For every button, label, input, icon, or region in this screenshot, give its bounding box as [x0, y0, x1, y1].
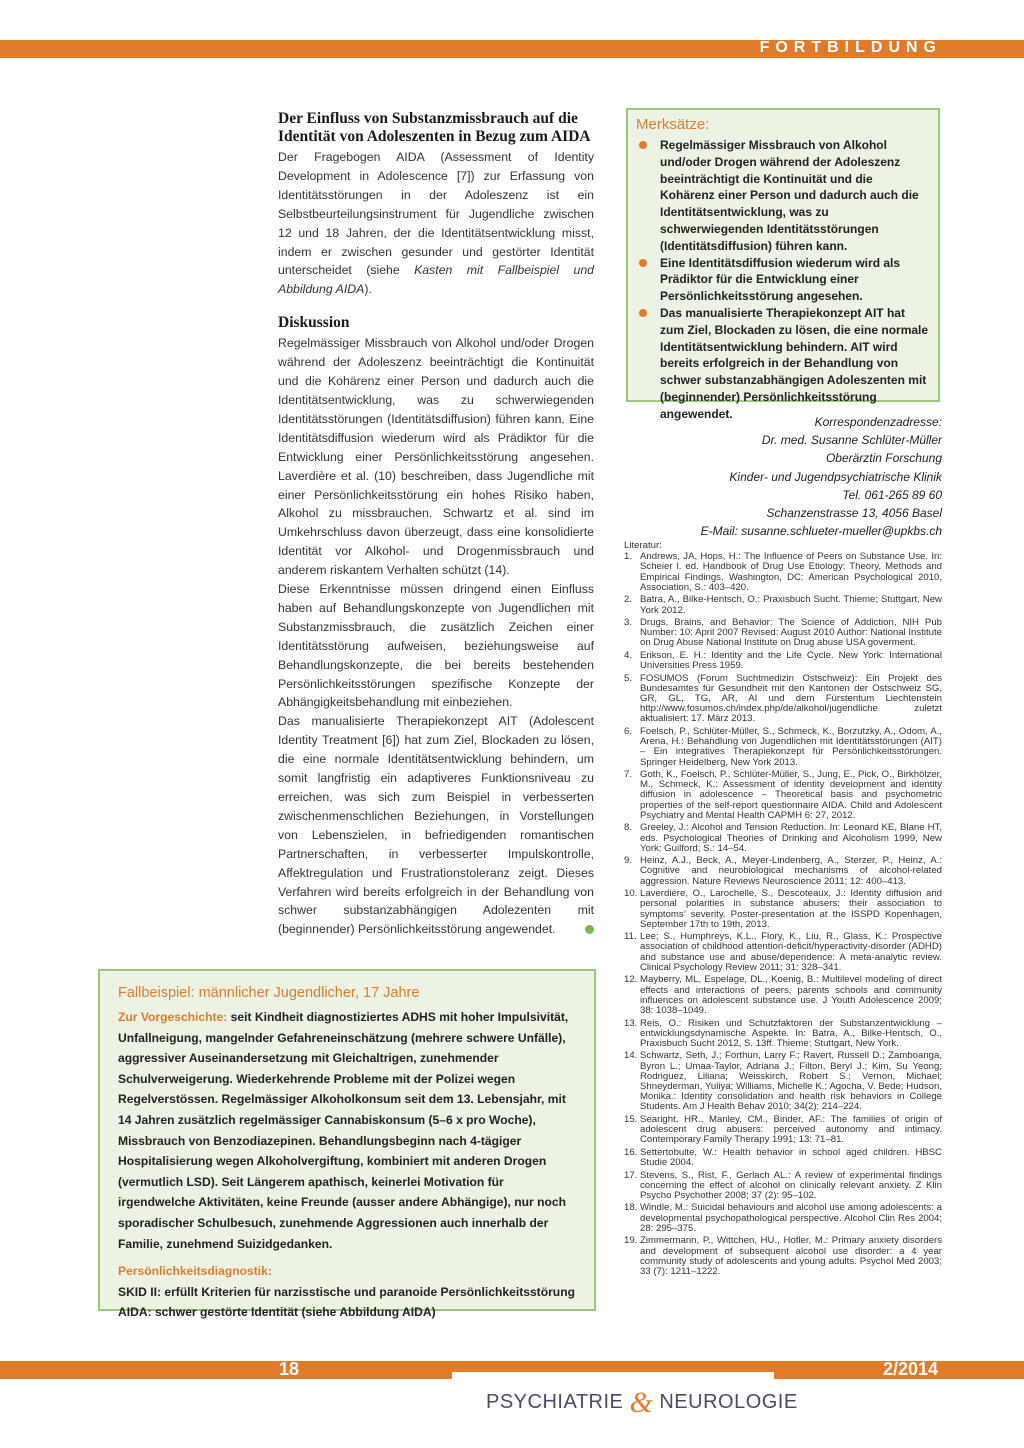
reference-item: 13. Reis, O.: Risiken und Schutzfaktoren der Substanzentwicklung – entwicklungsdynamische Aspekte. In: Batra, A., Bilke-Hentsch, O., Praxisbuch Sucht 2012, S. 13ff. Thieme; Stuttgart, New York. [624, 1017, 942, 1049]
ampersand-logo-icon: & [629, 1386, 654, 1419]
header-bar [0, 40, 1024, 58]
reference-item: 19. Zimmermann, P., Wittchen, HU., Hofler, M.: Primary anxiety disorders and development of subsequent alcohol use disorder: a 4 year community study of adolescents and young adults. Psychol Med 2003; 33 (7): 1211–1222. [624, 1235, 942, 1277]
reference-item: 15. Searight, HR., Manley, CM., Binder, AF.: The families of origin of adolescent drug abusers: perceived autonomy and intimacy. Contemporary Family Therapy 1991; 13: 71–81. [624, 1113, 942, 1146]
case-history-label: Zur Vorgeschichte: [118, 1010, 228, 1024]
issue-number: 2/2014 [882, 1359, 938, 1379]
literature-heading: Literatur: [624, 540, 662, 551]
case-history: Zur Vorgeschichte: seit Kindheit diagnostiziertes ADHS mit hoher Impulsivität, Unfallneigung, mangelnder Gefahreneinschätzung (mehrere schwere Unfälle), aggressiver Auseinandersetzung mit Gleichaltrigen, zunehmender Schulverweigerung. Wiederkehrende Probleme mit der Polizei wegen Regelverstössen. Regelmässiger Alkoholkonsum seit dem 13. Lebensjahr, mit 14 Jahren zusätzlich regelmässiger Cannabiskonsum (5–6 x pro Woche), Missbrauch von Benzodiazepinen. Behandlungsbeginn nach 4-tägiger Hospitalisierung wegen Alkoholvergiftung, kombiniert mit anderen Drogen (vermutlich LSD). Seit Längerem apathisch, keinerlei Motivation für irgendwelche Aktivitäten, keine Freunde (ausser andere Abhängige), nur noch sporadischer Schulbesuch, zunehmende Aggressionen auch innerhalb der Familie, zunehmend Suizidgedanken. [118, 1010, 569, 1251]
reference-item: 12. Mayberry, ML, Espelage, DL., Koenig, B.: Multilevel modeling of direct effects and interactions of peers, parents schools and community influences on adolescent substance use. J Youth Adolescence 2009; 38: 1038–1049. [624, 974, 942, 1016]
reference-item: 18. Windle, M.: Suicidal behaviours and alcohol use among adolescents: a developmental psychopathological perspective. Alcohol Clin Res 2004; 28: 295–375. [624, 1202, 942, 1234]
reference-item: 10. Laverdière, O., Larochelle, S., Descoteaux, J.: Identity diffusion and personal polarities in substance abusers: their association to symptoms’ severity. Poster-presentation at the ISSPD Kopenhagen, September 17th to 19th, 2013. [624, 888, 942, 930]
article-paragraph-aida: Der Fragebogen AIDA (Assessment of Identity Development in Adolescence [7]) zur Erfassung von Identitätsstörungen in der Adoleszenz ist ein Selbstbeurteilungsinstrument für Jugendliche zwischen 12 und 18 Jahren, der die Identitätsentwicklung misst, indem er zwischen gesunder und gestörter Identität unterscheidet (siehe Kasten mit Fallbeispiel und Abbildung AIDA). [278, 150, 594, 297]
article-paragraph-3: Das manualisierte Therapiekonzept AIT (Adolescent Identity Treatment [6]) hat zum Ziel, Blockaden zu lösen, die eine normale Identitätsentwicklung behindern, um somit langfristig ein adaptiveres Funktionsniveau zu erreichen, was sich zum Beispiel in verbesserten zwischenmenschlichen Beziehungen, in Vorstellungen von Lebenszielen, in befriedigenden romantischen Partnerschaften, in verbesserter Impulskontrolle, Affektregulation und Frustrationstoleranz zeigt. Dieses Verfahren wird bereits erfolgreich in der Behandlung von schwer substanzabhängigen Adolezenten mit (beginnender) Persönlichkeitsstörung angewendet. [278, 714, 594, 937]
bullet-icon [639, 259, 647, 267]
end-mark-icon [585, 925, 594, 934]
reference-item: 7. Goth, K., Foelsch, P., Schlüter-Müller, S., Jung, E., Pick, O., Birkhölzer, M., Schmeck, K.: Assessment of identity development and identity diffusion in adolescence – Theoretical basis and psychometric properties of the self-report questionnaire AIDA. Child and Adolescent Psychiatry and Mental Health CAPMH 6: 27, 2012. [624, 769, 942, 821]
reference-item: 11. Lee; S., Humphreys, K.L., Flory, K., Liu, R., Glass, K.: Prospective association of childhood attention-deficit/hyperactivity-disorder (ADHD) and substance use and abuse/dependence: A meta-analytic review. Clinical Psychology Review 2011; 31: 328–341. [624, 931, 942, 973]
article-paragraph-2: Diese Erkenntnisse müssen dringend einen Einfluss haben auf Behandlungskonzepte von Jugendlichen mit Substanzmissbrauch, die zusätzlich Zeichen einer Identitätsstörung aufweisen, beziehungsweise auf Behandlungskonzepte, die bei bereits bestehenden Persönlichkeitsstörungen spezifische Konzepte der Abhängigkeitsbehandlung mit einbeziehen. [278, 582, 594, 710]
article-paragraph-1: Regelmässiger Missbrauch von Alkohol und/oder Drogen während der Adoleszenz beeinträchtigt die Kontinuität und die Kohärenz einer Person und dadurch auch die Identitätsentwicklung, was zu schwerwiegenden Identitätsstörungen (Identitätsdiffusion) führen kann. Eine Identitätsdiffusion wiederum wird als Prädiktor für die Entwicklung einer Persönlichkeitsstörung angesehen. Laverdière et al. (10) beschreiben, dass Jugendliche mit einer Persönlichkeitsstörung ein hohes Risiko haben, Alkohol zu missbrauchen. Schwartz et al. sind im Umkehrschluss davon überzeugt, dass eine konsolidierte Identität vor Alkohol- und Drogenmissbrauch und anderem riskantem Verhalten schützt (14). [278, 336, 594, 578]
article-heading-aida: Der Einfluss von Substanzmissbrauch auf die Identität von Adoleszenten in Bezug zum AIDA [278, 110, 591, 145]
article-column [278, 110, 594, 939]
correspondence-street: Schanzenstrasse 13, 4056 Basel [766, 506, 942, 521]
correspondence-role: Oberärztin Forschung [825, 451, 942, 466]
bullet-icon [639, 141, 647, 149]
reference-item: 17. Stevens, S., Rist, F., Gerlach AL.: A review of experimental findings concerning the effect of alcohol on clinically relevant anxiety. Z Klin Psycho Psychother 2008; 37 (2): 95–102. [624, 1169, 942, 1201]
correspondence-tel: Tel. 061-265 89 60 [842, 487, 942, 502]
key-point-item: Das manualisierte Therapiekonzept AIT hat zum Ziel, Blockaden zu lösen, die eine normale Identitätsentwicklung behindern. AIT wird bereits erfolgreich in der Behandlung von schwer substanzabhängigen Adoleszenten mit (beginnender) Persönlichkeitsstörung angewendet. [636, 305, 930, 423]
key-points-box [626, 108, 940, 421]
reference-item: 9. Heinz, A.J., Beck, A., Meyer-Lindenberg, A., Sterzer, P., Heinz, A.: Cognitive and neurobiological mechanisms of alcohol-related aggression. Nature Reviews Neuroscience 2011; 12: 400–413. [624, 855, 942, 887]
key-points-title: Merksätze: [636, 116, 710, 133]
correspondence-address [701, 413, 942, 540]
journal-logo: PSYCHIATRIE & NEUROLOGIE [486, 1386, 798, 1419]
article-heading-discussion: Diskussion [278, 314, 350, 332]
case-diagnostics-label: Persönlichkeitsdiagnostik: [118, 1264, 272, 1279]
correspondence-label: Korrespondenzadresse: [814, 415, 942, 429]
case-diagnostics-line1: SKID II: erfüllt Kriterien für narzisstische und paranoide Persönlichkeitsstörung [118, 1284, 575, 1299]
section-label: FORTBILDUNG [759, 39, 942, 56]
literature-list [624, 541, 942, 1279]
case-diagnostics-line2: AIDA: schwer gestörte Identität (siehe Abbildung AIDA) [118, 1305, 436, 1320]
case-example-box [98, 969, 596, 1320]
correspondence-email[interactable]: E-Mail: susanne.schlueter-mueller@upkbs.ch [700, 524, 942, 539]
reference-item: 4. Erikson, E. H.: Identity and the Life Cycle. New York: International Universities Press 1959. [624, 649, 942, 672]
page-number: 18 [279, 1359, 300, 1379]
bullet-icon [639, 309, 647, 317]
reference-item: 16. Settertobulte, W.: Health behavior in school aged children. HBSC Studie 2004. [624, 1146, 942, 1169]
reference-item: 14. Schwartz, Seth, J.; Forthun, Larry F.; Ravert, Russell D.; Zamboanga, Byron L.; Umaa-Taylor, Adriana J.; Filton, Beryl J.; Kim, Su Yeong; Rodriguez, Liliana; Weisskirch, Robert S.; Vernon, Michael; Shneyderman, Yuliya; Williams, Michelle K.; Agocha, V. Bede; Hudson, Monika.: Identity consolidation and health risk behaviors in College Students. Am J Health Behav 2010; 34(2): 214–224. [624, 1050, 942, 1113]
reference-item: 6. Foelsch, P., Schlüter-Müller, S., Schmeck, K., Borzutzky, A., Odom, A., Arena, H.: Behandlung von Jugendlichen mit Identitätsstörungen (AIT) – Ein integratives Therapiekonzept für Persönlichkeitsstörungen. Springer Heidelberg, New York 2013. [624, 725, 942, 768]
reference-item: 8. Greeley, J.: Alcohol and Tension Reduction. In: Leonard KE, Blane HT, eds. Psychological Theories of Drinking and Alcoholism 1999, New York: Guilford; S.: 14–54. [624, 822, 942, 854]
correspondence-name: Dr. med. Susanne Schlüter-Müller [761, 433, 942, 448]
reference-item: 5. FOSUMOS (Forum Suchtmedizin Ostschweiz): Ein Projekt des Bundesamtes für Gesundheit mit den Kantonen der Ostschweiz SG, GR, GL, TG, AR, AI und dem Fürstentum Liechtenstein http://www.fosumos.ch/index.php/de/alkohol/jugendliche zuletzt aktualisiert: 17. März 2013. [624, 672, 942, 725]
references [624, 552, 942, 1277]
reference-item: 1. Andrews, JA, Hops, H.: The Influence of Peers on Substance Use. In: Scheier l. ed. Handbook of Drug Use Etiology: Theory, Methods and Empirical Findings. Washington, DC: American Psychological 2010, Association, S.: 403–420. [624, 551, 942, 593]
correspondence-clinic: Kinder- und Jugendpsychiatrische Klinik [729, 469, 942, 484]
case-title: Fallbeispiel: männlicher Jugendlicher, 17 Jahre [118, 985, 420, 1001]
key-point-item: Regelmässiger Missbrauch von Alkohol und/oder Drogen während der Adoleszenz beeinträchtigt die Kontinuität und die Kohärenz einer Person und dadurch auch die Identitätsentwicklung, was zu schwerwiegenden Identitätsstörungen (Identitätsdiffusion) führen kann. [636, 137, 930, 255]
reference-item: 2. Batra, A., Bilke-Hentsch, O.: Praxisbuch Sucht. Thieme; Stuttgart, New York 2012. [624, 594, 942, 616]
key-points-list [636, 137, 930, 423]
reference-item: 3. Drugs, Brains, and Behavior: The Science of Addiction, NIH Pub Number: 10: April 2007 Revised: August 2010 Author: National Institute on Drug Abuse National Institute on Drug abuse USA goverment. [624, 617, 942, 649]
key-point-item: Eine Identitätsdiffusion wiederum wird als Prädiktor für die Entwicklung einer Persönlichkeitsstörung angesehen. [636, 255, 930, 305]
